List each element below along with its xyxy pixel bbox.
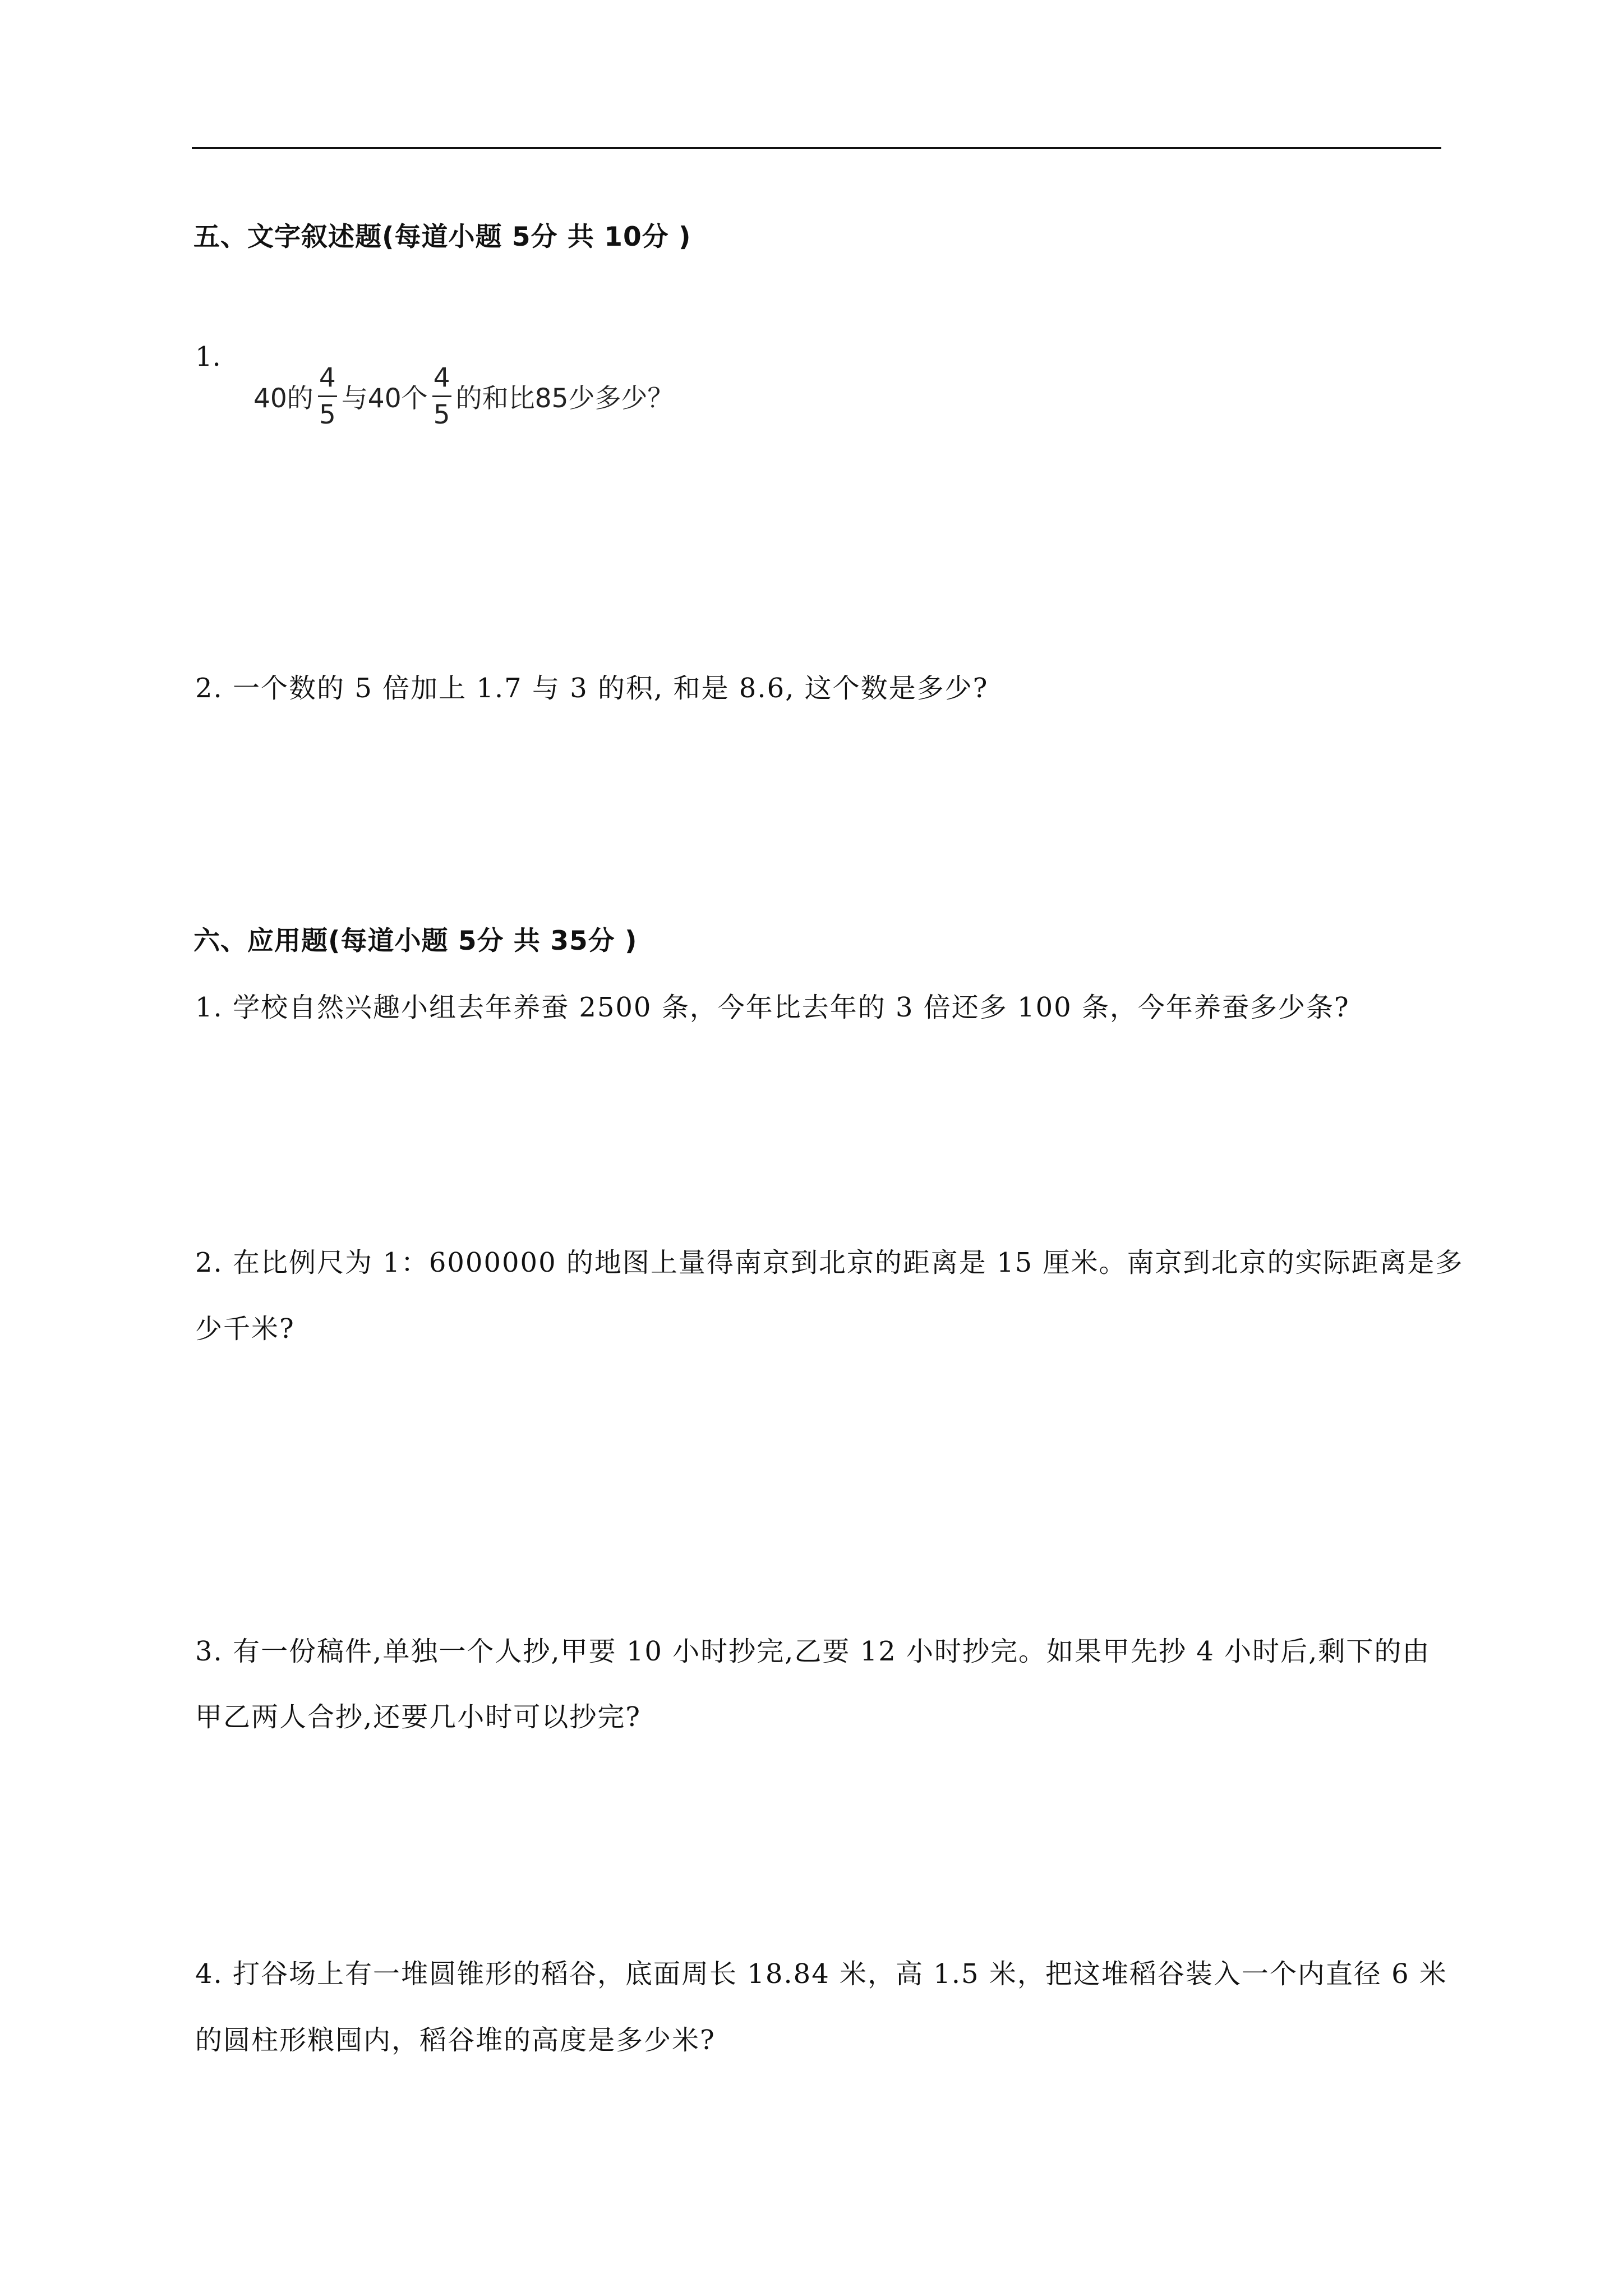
q6-4-line2: 的圆柱形粮囤内，稻谷堆的高度是多少米? <box>195 2024 716 2056</box>
q5-1-fraction-2 <box>432 362 451 430</box>
q6-2-line2: 少千米? <box>195 1313 295 1345</box>
q6-2-line1: 2. 在比例尺为 1：6000000 的地图上量得南京到北京的距离是 15 厘米。南京到北京的实际距离是多 <box>195 1247 1464 1278</box>
q6-1-text: 1. 学校自然兴趣小组去年养蚕 2500 条，今年比去年的 3 倍还多 100 条，今年养蚕多少条? <box>195 992 1350 1023</box>
q5-1-text-mid: 与40个 <box>341 383 428 414</box>
q6-3-line2: 甲乙两人合抄,还要几小时可以抄完? <box>195 1701 641 1733</box>
q6-4-line1: 4. 打谷场上有一堆圆锥形的稻谷，底面周长 18.84 米，高 1.5 米，把这堆稻谷装入一个内直径 6 米 <box>195 1958 1447 1990</box>
q6-3-line1: 3. 有一份稿件,单独一个人抄,甲要 10 小时抄完,乙要 12 小时抄完。如果甲先抄 4 小时后,剩下的由 <box>195 1636 1431 1667</box>
q5-1-text-post: 的和比85少多少？ <box>455 383 674 414</box>
section6-heading: 六、应用题(每道小题 5分 共 35分 ) <box>193 926 638 956</box>
q5-1-fraction-1 <box>318 362 337 430</box>
fraction-denominator: 5 <box>319 399 336 430</box>
q5-1-number: 1. <box>195 341 221 372</box>
fraction-numerator: 4 <box>433 362 450 393</box>
header-rule <box>192 147 1441 149</box>
q5-1-expression <box>253 362 674 430</box>
fraction-numerator: 4 <box>319 362 336 393</box>
section5-heading: 五、文字叙述题(每道小题 5分 共 10分 ) <box>193 222 691 252</box>
fraction-denominator: 5 <box>433 399 450 430</box>
q5-2-text: 2. 一个数的 5 倍加上 1.7 与 3 的积, 和是 8.6, 这个数是多少? <box>195 673 989 704</box>
q5-1-text-pre: 40的 <box>253 383 313 414</box>
